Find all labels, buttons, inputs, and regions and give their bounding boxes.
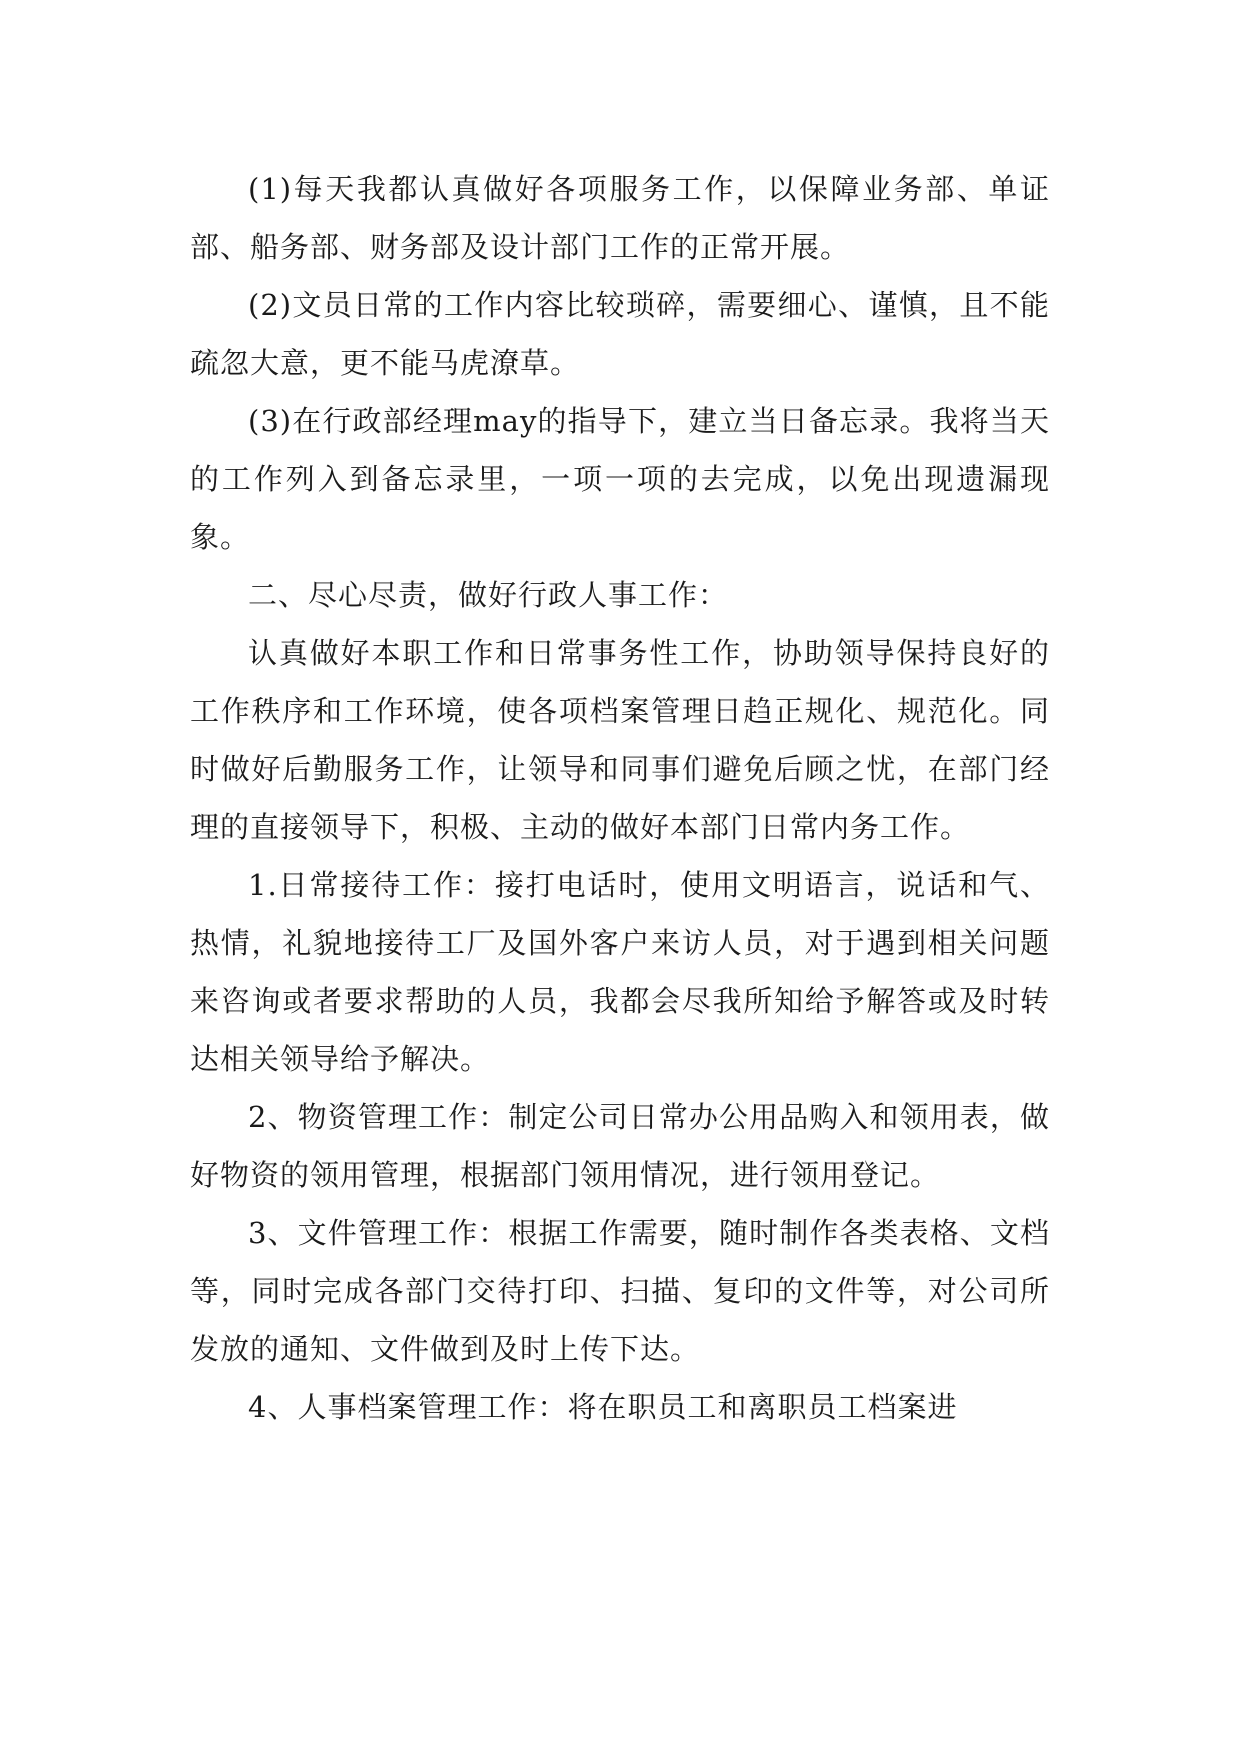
section-heading: 二、尽心尽责，做好行政人事工作： bbox=[248, 578, 729, 612]
paragraph-9: 4、人事档案管理工作：将在职员工和离职员工档案进 bbox=[248, 1390, 958, 1424]
paragraph-1: (1)每天我都认真做好各项服务工作，以保障业务部、单证部、船务部、财务部及设计部门工作的正常开展。 bbox=[190, 172, 1050, 264]
paragraph-7: 2、物资管理工作：制定公司日常办公用品购入和领用表，做好物资的领用管理，根据部门领用情况，进行领用登记。 bbox=[190, 1100, 1050, 1192]
paragraph-8: 3、文件管理工作：根据工作需要，随时制作各类表格、文档等，同时完成各部门交待打印、扫描、复印的文件等，对公司所发放的通知、文件做到及时上传下达。 bbox=[190, 1216, 1050, 1366]
paragraph-6: 1.日常接待工作：接打电话时，使用文明语言，说话和气、热情，礼貌地接待工厂及国外客户来访人员，对于遇到相关问题来咨询或者要求帮助的人员，我都会尽我所知给予解答或及时转达相关领导给予解决。 bbox=[190, 868, 1050, 1076]
document-body bbox=[190, 160, 1050, 1436]
paragraph-2: (2)文员日常的工作内容比较琐碎，需要细心、谨慎，且不能疏忽大意，更不能马虎潦草。 bbox=[190, 288, 1050, 380]
paragraph-3: (3)在行政部经理may的指导下，建立当日备忘录。我将当天的工作列入到备忘录里，一项一项的去完成，以免出现遗漏现象。 bbox=[190, 404, 1050, 554]
paragraph-5: 认真做好本职工作和日常事务性工作，协助领导保持良好的工作秩序和工作环境，使各项档案管理日趋正规化、规范化。同时做好后勤服务工作，让领导和同事们避免后顾之忧，在部门经理的直接领导下，积极、主动的做好本部门日常内务工作。 bbox=[190, 636, 1050, 844]
